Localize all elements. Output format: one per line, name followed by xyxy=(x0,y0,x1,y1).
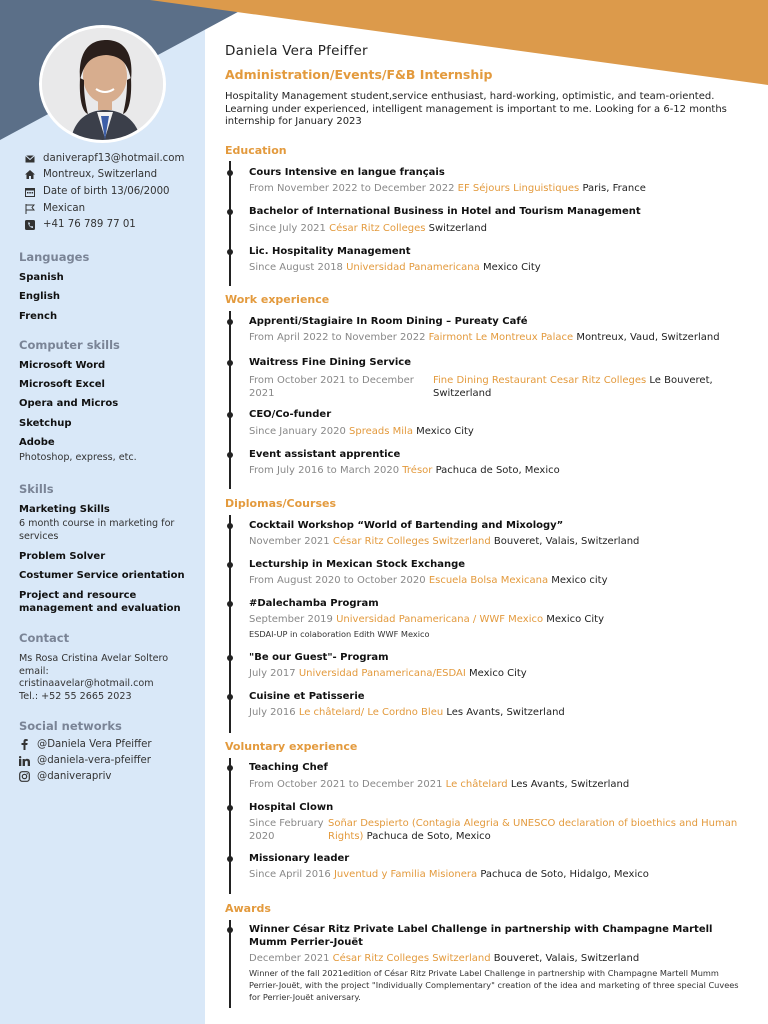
timeline-dot xyxy=(227,249,233,255)
entry-meta xyxy=(249,614,604,625)
computer-skill-note: Photoshop, express, etc. xyxy=(19,452,137,463)
entry-title: Missionary leader xyxy=(249,853,350,864)
entry-meta xyxy=(249,575,608,586)
entry-organization: Le châtelard/ Le Cordno Bleu xyxy=(298,707,444,718)
entry-date: From October 2021 to December 2021 xyxy=(249,779,443,790)
entry-title: Cuisine et Patisserie xyxy=(249,691,365,702)
voluntary-heading: Voluntary experience xyxy=(225,740,358,753)
entry-note: Winner of the fall 2021edition of César Ritz Private Label Challenge in partnership with Champagne Martell Mumm Perrier-Jouët, with the project "Individually Complementary" creation of the idea and marketing of three special Cuvees for Perrier-Jouët aniversary. xyxy=(249,968,739,1002)
entry-organization: Le châtelard xyxy=(445,779,508,790)
entry-date: From October 2021 to December 2021 xyxy=(249,375,414,399)
entry-meta xyxy=(249,707,565,718)
entry-org-location xyxy=(328,818,738,843)
skill-item: Problem Solver xyxy=(19,551,106,562)
social-facebook-text: @Daniela Vera Pfeiffer xyxy=(37,739,152,750)
entry-organization: Universidad Panamericana/ESDAI xyxy=(298,668,466,679)
entry-organization: César Ritz Colleges xyxy=(329,223,426,234)
entry-date: Since February 2020 xyxy=(249,818,324,842)
diplomas-timeline xyxy=(229,515,231,733)
entry-title: "Be our Guest"- Program xyxy=(249,652,389,663)
entry-organization: César Ritz Colleges Switzerland xyxy=(332,536,491,547)
entry-location: Mexico city xyxy=(551,575,608,586)
entry-meta xyxy=(249,668,527,679)
entry-date: Since August 2018 xyxy=(249,262,343,273)
entry-title: Apprenti/Stagiaire In Room Dining – Pureaty Café xyxy=(249,316,528,327)
entry-organization: Universidad Panamericana xyxy=(346,262,480,273)
entry-organization: Juventud y Familia Misionera xyxy=(333,869,478,880)
entry-title: Hospital Clown xyxy=(249,802,334,813)
entry-location: Montreux, Vaud, Switzerland xyxy=(576,332,720,343)
entry-organization: Spreads Mila xyxy=(349,426,413,437)
work-heading: Work experience xyxy=(225,293,330,306)
entry-date: December 2021 xyxy=(249,953,330,964)
computer-skill-item: Microsoft Excel xyxy=(19,379,105,390)
timeline-dot xyxy=(227,412,233,418)
entry-meta xyxy=(249,779,629,790)
computer-skill-item: Sketchup xyxy=(19,418,72,429)
contact-birthdate-text: Date of birth 13/06/2000 xyxy=(43,186,170,197)
entry-location: Mexico City xyxy=(416,426,474,437)
entry-date: November 2021 xyxy=(249,536,330,547)
entry-location: Mexico City xyxy=(469,668,527,679)
entry-meta xyxy=(249,953,639,964)
entry-date: Since April 2016 xyxy=(249,869,331,880)
timeline-dot xyxy=(227,601,233,607)
entry-date: From April 2022 to November 2022 xyxy=(249,332,426,343)
computer-skills-heading: Computer skills xyxy=(19,338,120,352)
entry-title: Cours Intensive en langue français xyxy=(249,167,445,178)
computer-skill-item: Opera and Micros xyxy=(19,398,119,409)
entry-meta xyxy=(249,869,649,880)
entry-organization: Universidad Panamericana / WWF Mexico xyxy=(336,614,544,625)
reference-heading: Contact xyxy=(19,631,70,645)
entry-organization: Escuela Bolsa Mexicana xyxy=(428,575,549,586)
entry-note: ESDAI-UP in colaboration Edith WWF Mexico xyxy=(249,629,430,639)
entry-meta xyxy=(249,426,474,437)
entry-location: Pachuca de Soto, Hidalgo, Mexico xyxy=(480,869,649,880)
entry-meta xyxy=(249,332,720,343)
entry-date: July 2017 xyxy=(249,668,296,679)
entry-location: Paris, France xyxy=(582,183,646,194)
timeline-dot xyxy=(227,694,233,700)
entry-title: Bachelor of International Business in Hotel and Tourism Management xyxy=(249,206,641,217)
timeline-dot xyxy=(227,360,233,366)
entry-location: Bouveret, Valais, Switzerland xyxy=(493,536,640,547)
entry-organization: Soñar Despierto (Contagia Alegria & UNESCO declaration of bioethics and Human Rights) xyxy=(328,818,738,842)
language-item: English xyxy=(19,291,61,302)
contact-email-text: daniverapf13@hotmail.com xyxy=(43,153,185,164)
entry-date: From August 2020 to October 2020 xyxy=(249,575,426,586)
entry-meta xyxy=(249,262,541,273)
entry-meta xyxy=(249,465,560,476)
voluntary-timeline xyxy=(229,758,231,894)
skill-item: Marketing Skills xyxy=(19,504,110,515)
entry-location: Les Avants, Switzerland xyxy=(446,707,565,718)
timeline-dot xyxy=(227,655,233,661)
entry-title: Lic. Hospitality Management xyxy=(249,246,411,257)
social-heading: Social networks xyxy=(19,719,122,733)
entry-date: From July 2016 to March 2020 xyxy=(249,465,400,476)
awards-timeline xyxy=(229,920,231,1008)
entry-organization: César Ritz Colleges Switzerland xyxy=(332,953,491,964)
timeline-dot xyxy=(227,562,233,568)
entry-title: #Dalechamba Program xyxy=(249,598,379,609)
skill-item: Costumer Service orientation xyxy=(19,570,185,581)
skill-item: Project and resource management and evaluation xyxy=(19,590,181,614)
entry-title: Waitress Fine Dining Service xyxy=(249,357,411,368)
social-linkedin-text: @daniela-vera-pfeiffer xyxy=(37,755,151,766)
target-role: Administration/Events/F&B Internship xyxy=(225,67,493,82)
entry-location: Mexico City xyxy=(546,614,604,625)
computer-skill-item: Microsoft Word xyxy=(19,360,106,371)
entry-organization: Trésor xyxy=(402,465,433,476)
skills-heading: Skills xyxy=(19,482,54,496)
entry-location: Bouveret, Valais, Switzerland xyxy=(493,953,640,964)
reference-email-label: email: xyxy=(19,666,49,677)
entry-title: Teaching Chef xyxy=(249,762,328,773)
skill-note: 6 month course in marketing for services xyxy=(19,518,175,542)
work-timeline xyxy=(229,311,231,489)
timeline-dot xyxy=(227,927,233,933)
computer-skill-item: Adobe xyxy=(19,437,55,448)
timeline-dot xyxy=(227,170,233,176)
entry-meta xyxy=(249,183,646,194)
language-item: Spanish xyxy=(19,272,64,283)
timeline-dot xyxy=(227,319,233,325)
timeline-dot xyxy=(227,856,233,862)
contact-nationality-text: Mexican xyxy=(43,203,86,214)
entry-date: September 2019 xyxy=(249,614,333,625)
entry-organization: Fine Dining Restaurant Cesar Ritz Colleges xyxy=(433,375,647,386)
entry-location: Les Avants, Switzerland xyxy=(510,779,630,790)
profile-summary: Hospitality Management student,service enthusiast, hard-working, optimistic, and team-oriented. Learning under experienced, intelligent management is important to me. Looking for a 6-12 months internship for January 2023 xyxy=(225,91,727,127)
entry-location: Pachuca de Soto, Mexico xyxy=(435,465,560,476)
entry-title: Event assistant apprentice xyxy=(249,449,401,460)
timeline-dot xyxy=(227,765,233,771)
timeline-dot xyxy=(227,209,233,215)
contact-phone-text: +41 76 789 77 01 xyxy=(43,219,136,230)
entry-organization: Fairmont Le Montreux Palace xyxy=(428,332,574,343)
education-timeline xyxy=(229,161,231,286)
entry-title: CEO/Co-funder xyxy=(249,409,332,420)
languages-heading: Languages xyxy=(19,250,90,264)
timeline-dot xyxy=(227,805,233,811)
entry-title: Winner César Ritz Private Label Challenge in partnership with Champagne Martell Mumm Perrier-Jouët xyxy=(249,924,713,948)
entry-date: July 2016 xyxy=(249,707,296,718)
entry-date: Since January 2020 xyxy=(249,426,346,437)
reference-email[interactable]: cristinaavelar@hotmail.com xyxy=(19,678,154,689)
entry-title: Cocktail Workshop “World of Bartending and Mixology” xyxy=(249,520,564,531)
reference-phone: Tel.: +52 55 2665 2023 xyxy=(19,691,132,702)
education-heading: Education xyxy=(225,144,287,157)
entry-location: Switzerland xyxy=(428,223,487,234)
entry-title: Lecturship in Mexican Stock Exchange xyxy=(249,559,466,570)
diplomas-heading: Diplomas/Courses xyxy=(225,497,336,510)
candidate-name: Daniela Vera Pfeiffer xyxy=(225,43,368,59)
reference-name: Ms Rosa Cristina Avelar Soltero xyxy=(19,653,169,664)
entry-organization: EF Séjours Linguistiques xyxy=(457,183,580,194)
entry-meta xyxy=(249,223,487,234)
awards-heading: Awards xyxy=(225,902,271,915)
entry-date: From November 2022 to December 2022 xyxy=(249,183,455,194)
timeline-dot xyxy=(227,452,233,458)
entry-location: Pachuca de Soto, Mexico xyxy=(366,830,491,842)
entry-location: Le Bouveret, Switzerland xyxy=(433,375,713,399)
social-instagram-text: @daniverapriv xyxy=(37,771,112,782)
entry-date: Since July 2021 xyxy=(249,223,326,234)
contact-address-text: Montreux, Switzerland xyxy=(43,169,158,180)
language-item: French xyxy=(19,311,58,322)
entry-org-location xyxy=(433,375,733,400)
entry-location: Mexico City xyxy=(482,262,541,273)
entry-meta xyxy=(249,536,639,547)
timeline-dot xyxy=(227,523,233,529)
